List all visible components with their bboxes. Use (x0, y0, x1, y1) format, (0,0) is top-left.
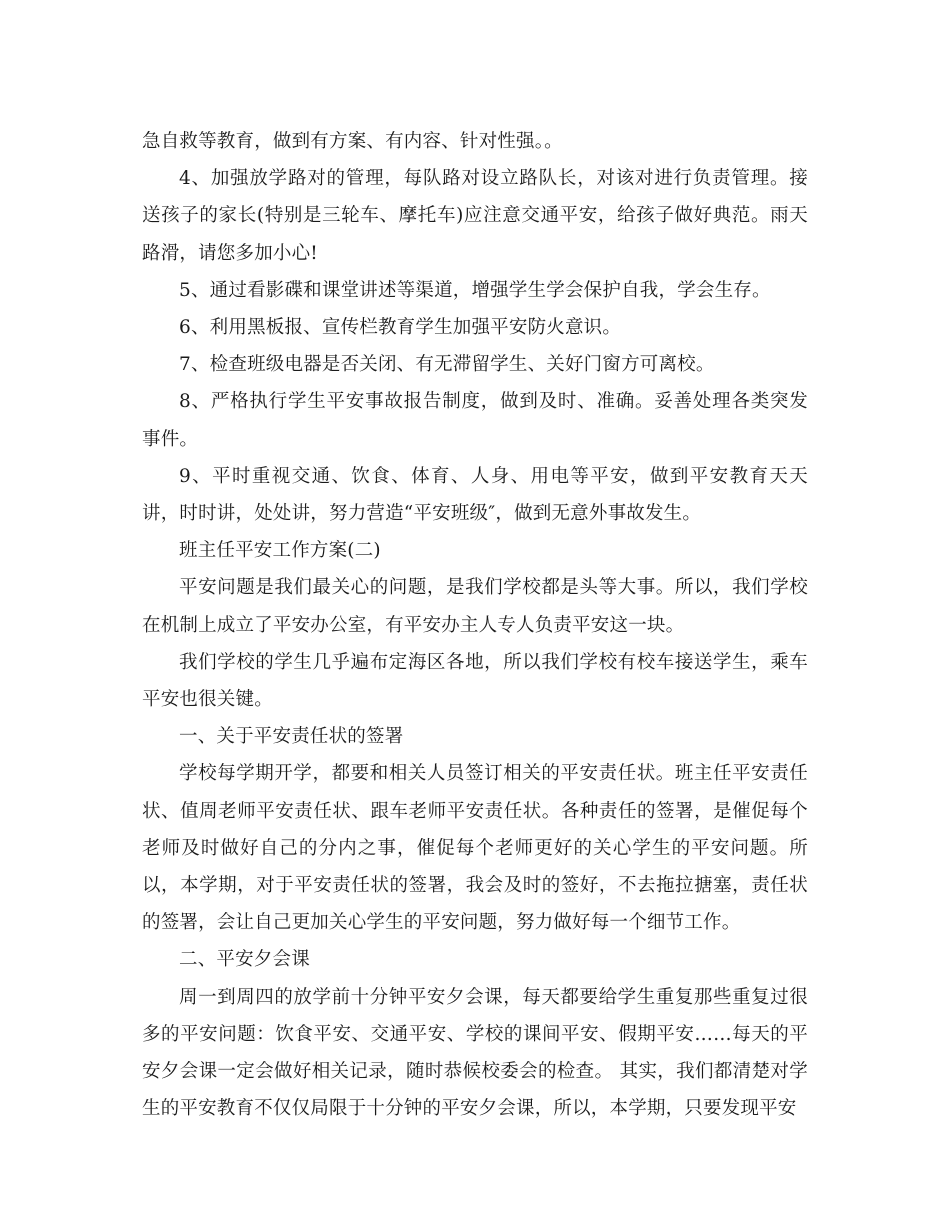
paragraph-item-9: 9、平时重视交通、饮食、体育、人身、用电等平安，做到平安教育天天讲，时时讲，处处讲，努力营造“平安班级″，做到无意外事故发生。 (142, 465, 808, 525)
paragraph-item-8: 8、严格执行学生平安事故报告制度，做到及时、准确。妥善处理各类突发事件。 (142, 391, 808, 450)
paragraph-school-bus: 我们学校的学生几乎遍布定海区各地，所以我们学校有校车接送学生，乘车平安也很关键。 (142, 651, 808, 711)
section-title: 班主任平安工作方案(二) (179, 540, 381, 562)
paragraph-item-5: 5、通过看影碟和课堂讲述等渠道，增强学生学会保护自我，学会生存。 (179, 279, 771, 301)
paragraph-responsibility: 学校每学期开学，都要和相关人员签订相关的平安责任状。班主任平安责任状、值周老师平安责任状、跟车老师平安责任状。各种责任的签署，是催促每个老师及时做好自己的分内之事，催促每个老师更好的关心学生的平安问题。所以，本学期，对于平安责任状的签署，我会及时的签好，不去拖拉搪塞，责任状的签署，会让自己更加关心学生的平安问题，努力做好每一个细节工作。 (142, 763, 808, 934)
paragraph-item-4: 4、加强放学路对的管理，每队路对设立路队长，对该对进行负责管理。接送孩子的家长(特别是三轮车、摩托车)应注意交通平安，给孩子做好典范。雨天路滑，请您多加小心! (142, 168, 808, 264)
paragraph-item-7: 7、检查班级电器是否关闭、有无滞留学生、关好门窗方可离校。 (179, 354, 715, 376)
document-body (142, 123, 808, 1127)
paragraph-intro: 平安问题是我们最关心的问题，是我们学校都是头等大事。所以，我们学校在机制上成立了平安办公室，有平安办主人专人负责平安这一块。 (142, 577, 808, 636)
paragraph-item-6: 6、利用黑板报、宣传栏教育学生加强平安防火意识。 (179, 317, 622, 339)
heading-evening-class: 二、平安夕会课 (179, 949, 310, 971)
paragraph-evening-class: 周一到周四的放学前十分钟平安夕会课，每天都要给学生重复那些重复过很多的平安问题：饮食平安、交通平安、学校的课间平安、假期平安……每天的平安夕会课一定会做好相关记录，随时恭候校委会的检查。 其实，我们都清楚对学生的平安教育不仅仅局限于十分钟的平安夕会课，所以，本学期，只要发现平安 (142, 986, 808, 1120)
heading-responsibility: 一、关于平安责任状的签署 (179, 726, 404, 748)
paragraph-continuation: 急自救等教育，做到有方案、有内容、针对性强。。 (142, 131, 563, 152)
